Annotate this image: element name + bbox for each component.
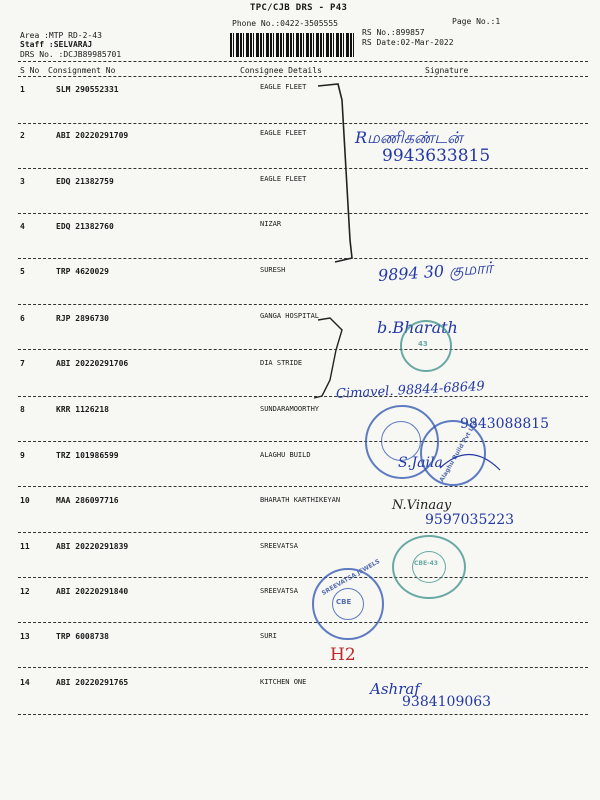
stamp-row-6	[400, 320, 452, 372]
signature-row-10: N.Vinaay	[392, 498, 452, 513]
row-serial: 6	[20, 314, 25, 323]
row-consignment: KRR 1126218	[56, 405, 109, 414]
stamp-row-12-inner-text: CBE	[336, 598, 352, 606]
signature-row-5: 9894 30 குமார்	[377, 258, 494, 285]
row-serial: 12	[20, 587, 30, 596]
stamp-round-alaghu	[420, 420, 486, 486]
row-consignment: EDQ 21382760	[56, 222, 114, 231]
row-consignment: TRP 4620029	[56, 267, 109, 276]
row-consignee: GANGA HOSPITAL	[260, 312, 320, 320]
row-consignee: ALAGHU BUILD	[260, 451, 311, 459]
row-consignment: EDQ 21382759	[56, 177, 114, 186]
phone-handwritten-row-8: 9843088815	[460, 416, 550, 432]
row-consignment: ABI 20220291840	[56, 587, 129, 596]
row-serial: 5	[20, 267, 25, 276]
column-header-consignment: Consignment No	[48, 66, 116, 75]
row-consignee: SURESH	[260, 266, 286, 274]
row-consignee: EAGLE FLEET	[260, 175, 307, 183]
row-consignment: RJP 2896730	[56, 314, 109, 323]
signature-row-14: Ashraf	[370, 680, 420, 698]
row-serial: 7	[20, 359, 25, 368]
signature-row-13: H2	[330, 645, 356, 665]
sheet-title: TPC/CJB DRS - P43	[250, 3, 348, 13]
row-consignee: NIZAR	[260, 220, 282, 228]
stamp-row-12	[312, 557, 384, 640]
row-consignment: ABI 20220291765	[56, 678, 129, 687]
phone-number: Phone No.:0422-3505555	[232, 19, 338, 28]
stamp-row-9-ring	[381, 421, 421, 461]
phone-handwritten-row-10: 9597035223	[425, 512, 515, 528]
phone-handwritten-row-2: 9943633815	[382, 146, 491, 166]
row-consignee: SREEVATSA	[260, 587, 298, 595]
row-consignment: MAA 286097716	[56, 496, 119, 505]
row-serial: 4	[20, 222, 25, 231]
row-consignee: DIA STRIDE	[260, 359, 303, 367]
row-consignee: KITCHEN ONE	[260, 678, 307, 686]
stamp-row-6-text: 43	[418, 340, 428, 348]
row-consignee: SREEVATSA	[260, 542, 298, 550]
stamp-row-12-outer-text: SREEVATSA JEWELS	[320, 557, 382, 598]
row-serial: 14	[20, 678, 30, 687]
row-consignee: BHARATH KARTHIKEYAN	[260, 496, 341, 504]
row-consignee: EAGLE FLEET	[260, 83, 307, 91]
stamp-row-11-text: CBE-43	[414, 560, 438, 567]
row-serial: 13	[20, 632, 30, 641]
row-consignee: SUNDARAMOORTHY	[260, 405, 320, 413]
row-serial: 3	[20, 177, 25, 186]
row-serial: 1	[20, 85, 25, 94]
row-serial: 2	[20, 131, 25, 140]
signature-row-9: S.Jaila	[398, 455, 443, 471]
stamp-row-11	[392, 535, 466, 599]
row-consignment: TRP 6008738	[56, 632, 109, 641]
row-consignment: ABI 20220291839	[56, 542, 129, 551]
column-header-sno: S No	[20, 66, 40, 75]
drs-number: DRS No. :DCJB89985701	[20, 50, 122, 59]
row-consignment: ABI 20220291709	[56, 131, 129, 140]
signature-row-2: Rமணிகண்டன்	[355, 128, 463, 147]
stamp-row-11-ring	[412, 551, 446, 583]
row-serial: 10	[20, 496, 30, 505]
row-serial: 9	[20, 451, 25, 460]
stamp-row-9-text: Alaghu Build Pvt Ltd	[438, 419, 479, 484]
row-serial: 11	[20, 542, 30, 551]
rs-number: RS No.:899857	[362, 28, 425, 37]
staff-field: Staff :SELVARAJ	[20, 40, 93, 49]
row-consignment: TRZ 101986599	[56, 451, 119, 460]
row-consignee: SURI	[260, 632, 277, 640]
signature-row-6: b.Bharath	[377, 318, 458, 337]
column-header-consignee: Consignee Details	[240, 66, 322, 75]
area-field: Area :MTP RD-2-43	[20, 31, 102, 40]
signature-row-7: Cimavel. 98844-68649	[335, 379, 486, 402]
row-consignment: ABI 20220291706	[56, 359, 129, 368]
row-serial: 8	[20, 405, 25, 414]
page-number: Page No.:1	[452, 17, 501, 26]
row-consignee: EAGLE FLEET	[260, 129, 307, 137]
phone-handwritten-row-14: 9384109063	[402, 694, 492, 710]
rs-date: RS Date:02-Mar-2022	[362, 38, 454, 47]
row-consignment: SLM 290552331	[56, 85, 119, 94]
column-header-signature: Signature	[425, 66, 469, 75]
